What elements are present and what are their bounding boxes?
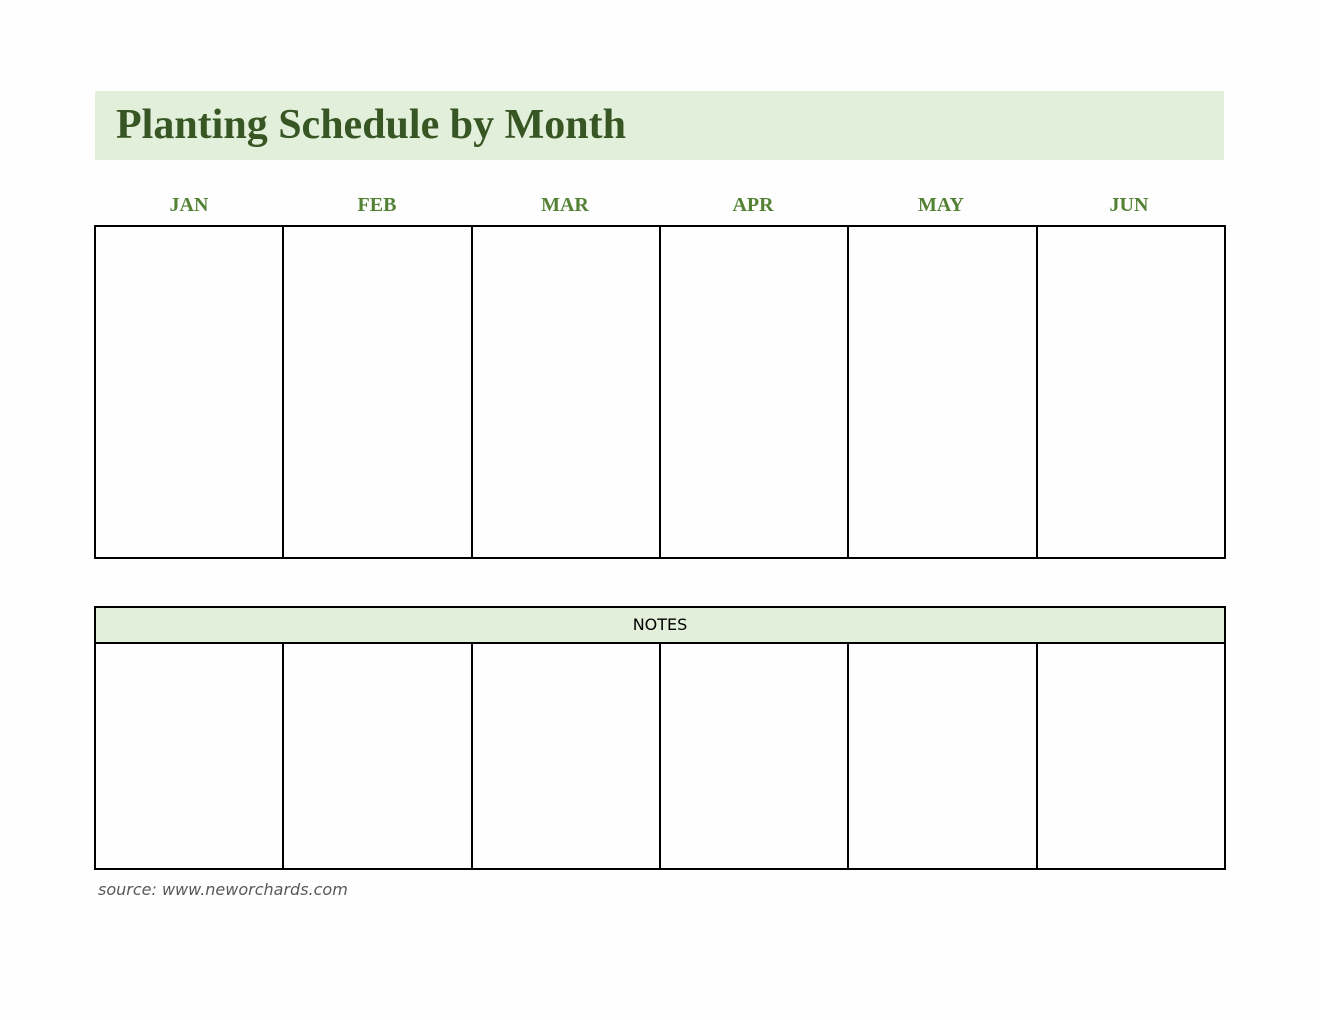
month-header-row — [95, 188, 1223, 222]
month-header-feb: FEB — [357, 194, 397, 216]
page-title: Planting Schedule by Month — [116, 102, 626, 148]
schedule-cell-may[interactable] — [849, 227, 1037, 557]
schedule-cell-jan[interactable] — [96, 227, 284, 557]
notes-header: NOTES — [96, 608, 1224, 644]
schedule-grid — [94, 225, 1226, 559]
month-header-apr: APR — [732, 194, 774, 216]
notes-cell-may[interactable] — [849, 644, 1037, 868]
notes-cell-apr[interactable] — [661, 644, 849, 868]
month-header-jun: JUN — [1109, 194, 1149, 216]
title-banner — [95, 91, 1224, 160]
month-header-may: MAY — [918, 194, 964, 216]
schedule-cell-apr[interactable] — [661, 227, 849, 557]
notes-cell-feb[interactable] — [284, 644, 472, 868]
month-header-mar: MAR — [541, 194, 589, 216]
notes-table — [94, 606, 1226, 870]
notes-cell-jun[interactable] — [1038, 644, 1224, 868]
schedule-cell-feb[interactable] — [284, 227, 472, 557]
notes-cell-mar[interactable] — [473, 644, 661, 868]
notes-cell-jan[interactable] — [96, 644, 284, 868]
notes-row — [96, 644, 1224, 868]
source-caption: source: www.neworchards.com — [98, 880, 348, 899]
month-header-jan: JAN — [169, 194, 209, 216]
schedule-cell-jun[interactable] — [1038, 227, 1224, 557]
schedule-cell-mar[interactable] — [473, 227, 661, 557]
